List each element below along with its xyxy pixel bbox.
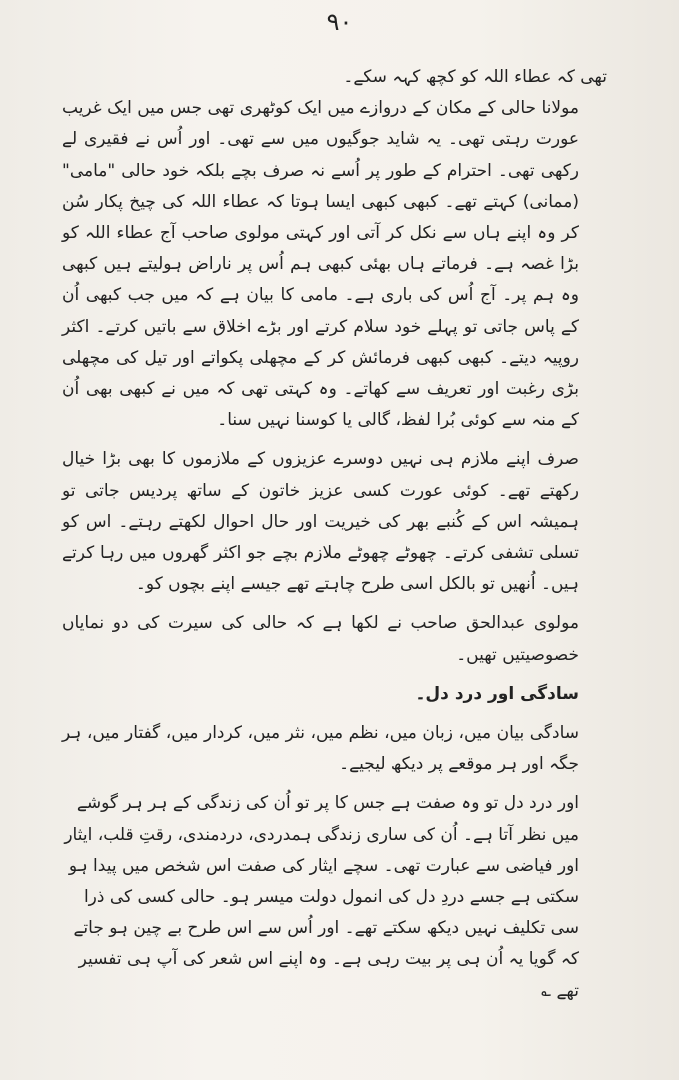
page-number: ۹۰ [326, 8, 353, 36]
paragraph-mami: مولانا حالی کے مکان کے دروازے میں ایک کوٹھری تھی جس میں ایک غریب عورت رہتی تھی۔ یہ شاید جوگیوں میں سے تھی۔ اور اُس نے فقیری لے رکھی تھی۔ احترام کے طور پر اُسے نہ صرف بچے بلکہ خود حالی "مامی" (ممانی) کہتے تھے۔ کبھی کبھی ایسا ہوتا کہ عطاء اللہ کی چیخ پکار سُن کر وہ اپنے ہاں سے نکل کر آتی اور کہتی مولوی صاحب آج عطاء اللہ کو بڑا غصہ ہے۔ فرماتے ہاں بھئی کبھی ہم اُس پر ناراض ہولیتے ہیں کبھی وہ ہم پر۔ آج اُس کی باری ہے۔ مامی کا بیان ہے کہ میں جب کبھی اُن کے پاس جاتی تو پہلے خود سلام کرتے اور بڑے اخلاق سے باتیں کرتے۔ اکثر روپیہ دیتے۔ کبھی کبھی فرمائش کر کے مچھلی پکواتے اور تیل کی مچھلی بڑی رغبت اور تعریف سے کھاتے۔ وہ کہتی تھی کہ میں نے کبھی بھی اُن کے منہ سے کوئی بُرا لفظ، گالی یا کوسنا نہیں سنا۔ [62, 98, 579, 431]
paragraph-simplicity: سادگی بیان میں، زبان میں، نظم میں، نثر میں، کردار میں، گفتار میں، ہر جگہ اور ہر موقعے پر دیکھ لیجیے۔ [62, 723, 579, 775]
paragraph-compassion: اور درد دل تو وہ صفت ہے جس کا پر تو اُن کی زندگی کے ہر ہر گوشے میں نظر آتا ہے۔ اُن کی ساری زندگی ہمدردی، دردمندی، رقتِ قلب، ایثار اور فیاضی سے عبارت تھی۔ سچے ایثار کی صفت اس شخص میں پیدا ہو سکتی ہے جسے دردِ دل کی انمول دولت میسر ہو۔ حالی کسی کی ذرا سی تکلیف نہیں دیکھ سکتے تھے۔ اور اُس سے اس طرح بے چین ہو جاتے کہ گویا یہ اُن ہی پر بیت رہی ہے۔ وہ اپنے اس شعر کی آپ ہی تفسیر تھے ؎ [64, 793, 579, 1001]
paragraph-servants: صرف اپنے ملازم ہی نہیں دوسرے عزیزوں کے ملازموں کا بھی بڑا خیال رکھتے تھے۔ کوئی عورت کسی عزیز خاتون کے ساتھ پردیس جاتی تو ہمیشہ اس کے کُنبے بھر کی خیریت اور حال احوال لکھتے رہتے۔ اس کو تسلی تشفی کرتے۔ چھوٹے چھوٹے ملازم بچے جو اکثر گھروں میں رہا کرتے ہیں۔ اُنھیں تو بالکل اسی طرح چاہتے تھے جیسے اپنے بچوں کو۔ [62, 449, 579, 595]
paragraph-abdul-haq: مولوی عبدالحق صاحب نے لکھا ہے کہ حالی کی سیرت کی دو نمایاں خصوصیتیں تھیں۔ [62, 613, 579, 665]
section-heading: سادگی اور درد دل۔ [415, 683, 579, 704]
page-body-text [62, 62, 607, 1007]
paragraph-continuation: تھی کہ عطاء اللہ کو کچھ کہہ سکے۔ [343, 67, 607, 87]
